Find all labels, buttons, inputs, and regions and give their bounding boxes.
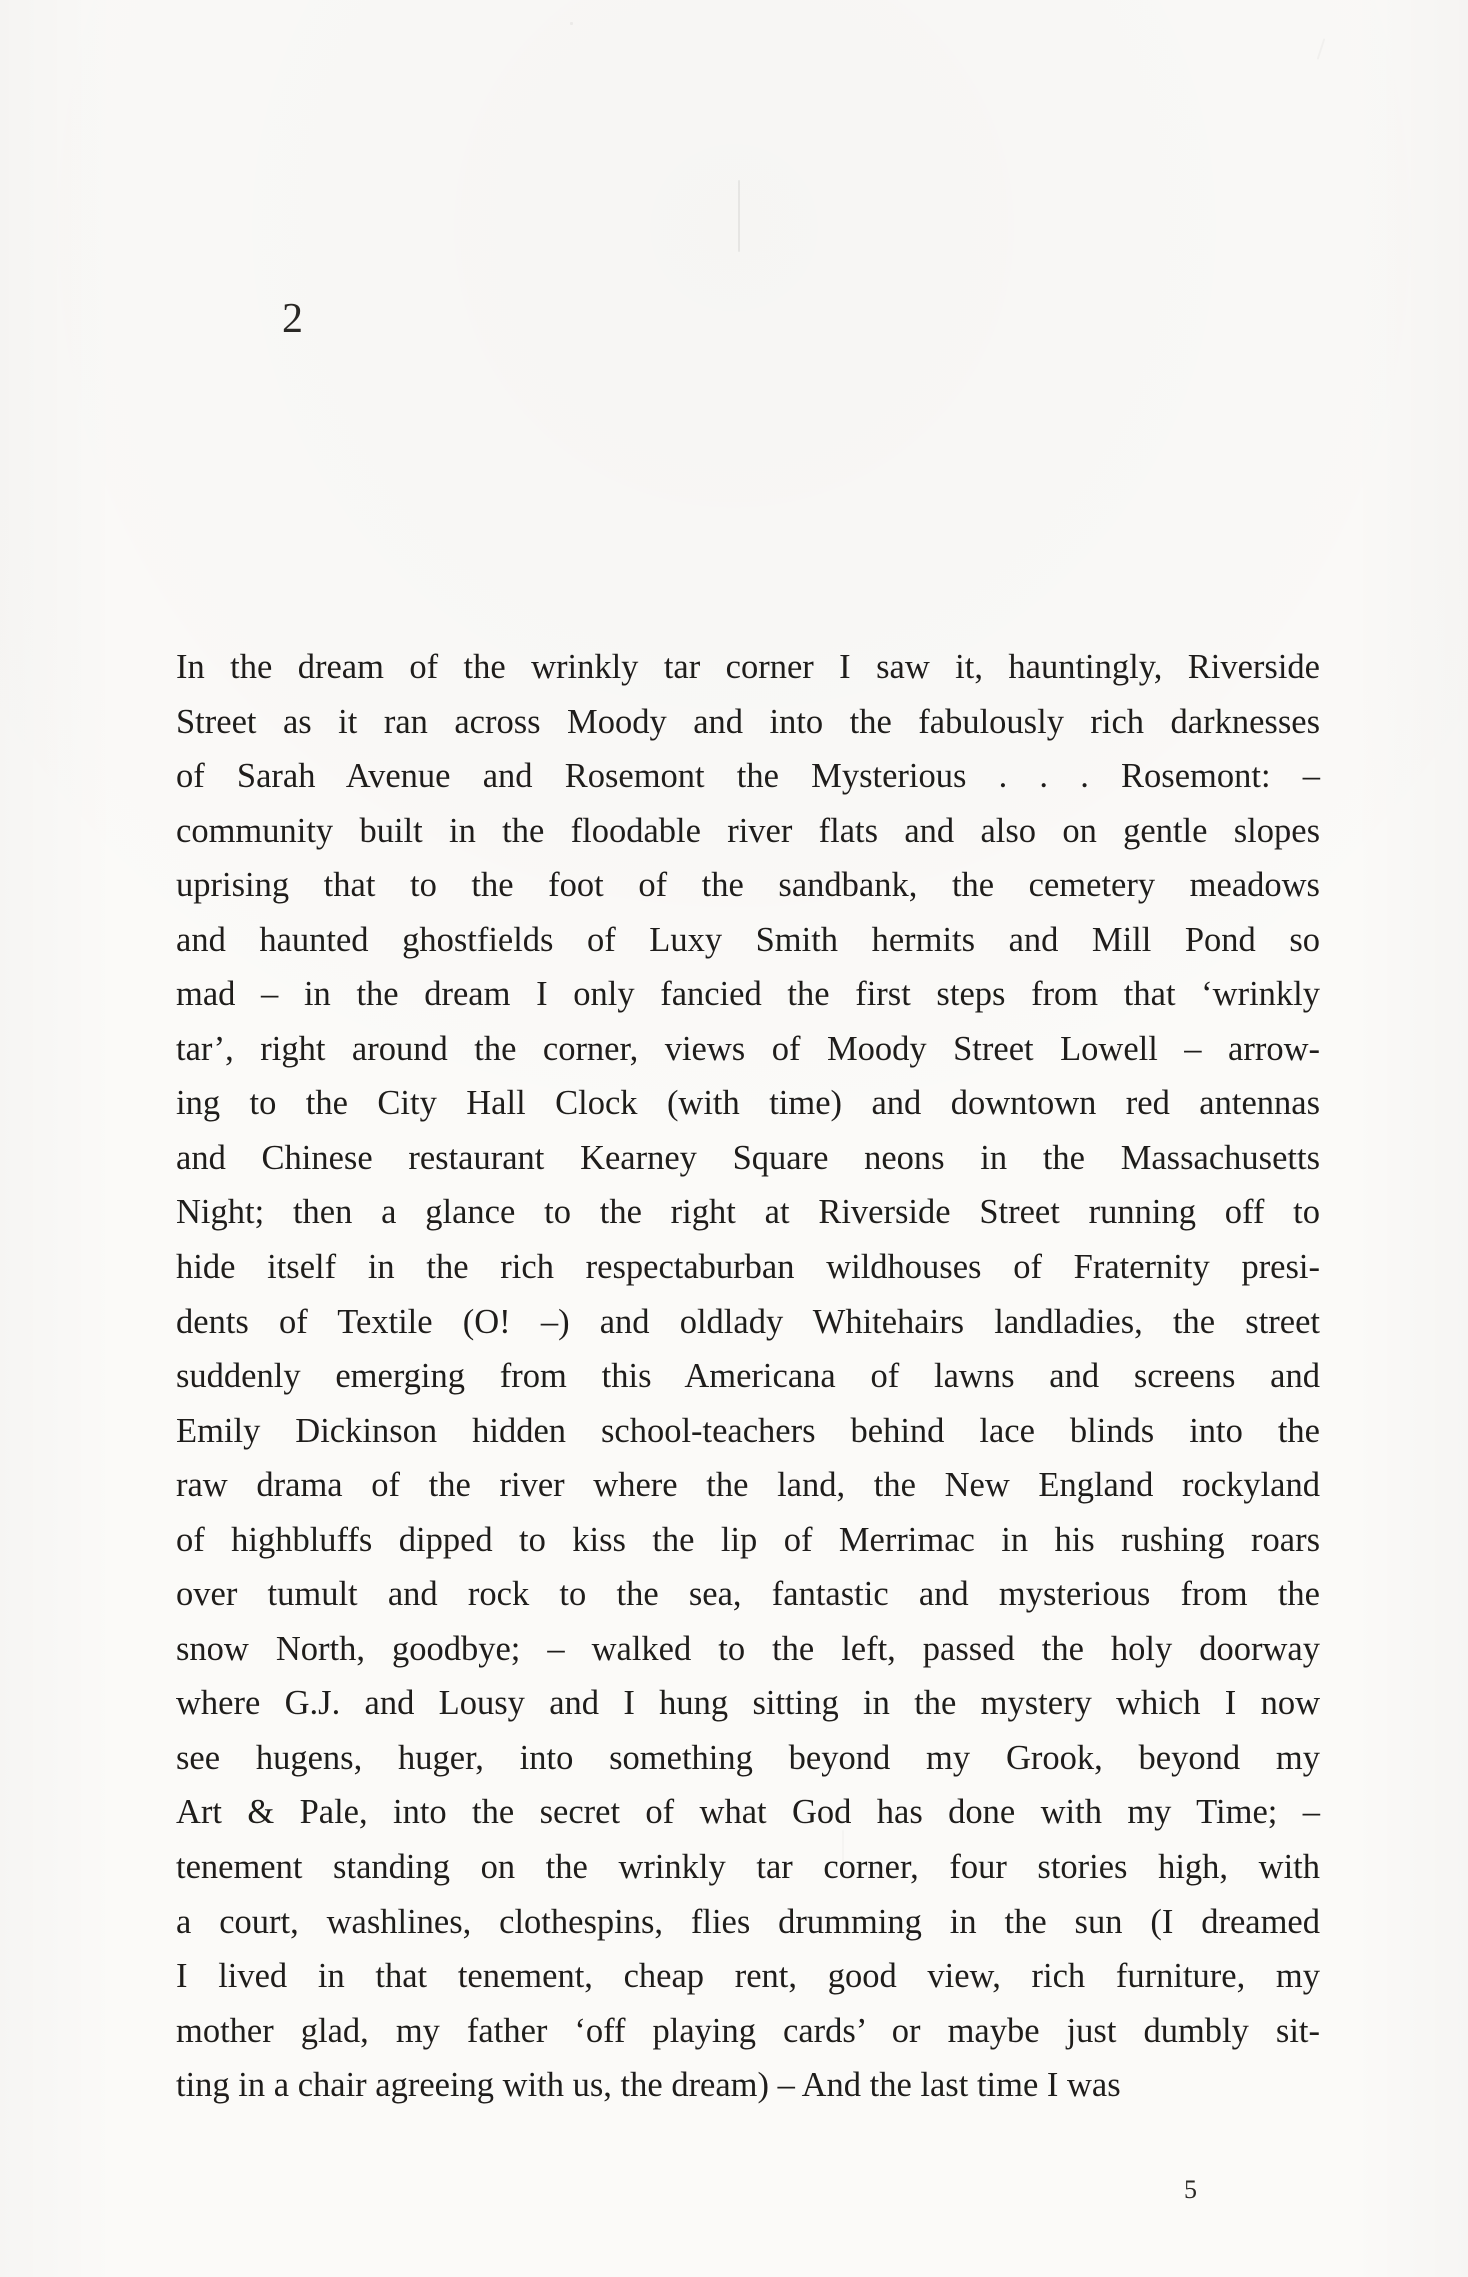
text-line: tar’, right around the corner, views of Moody Street Lowell – arrow- [176,1029,1320,1068]
text-line: mother glad, my father ‘off playing cards’ or maybe just dumbly sit- [176,2011,1320,2050]
text-line: and haunted ghostfields of Luxy Smith hermits and Mill Pond so [176,920,1320,959]
scan-mark [1317,38,1326,60]
text-line: of Sarah Avenue and Rosemont the Mysterious . . . Rosemont: – [176,757,1320,796]
text-line: of highbluffs dipped to kiss the lip of Merrimac in his rushing roars [176,1520,1320,1559]
chapter-number: 2 [282,296,303,342]
text-line: ting in a chair agreeing with us, the dream) – And the last time I was [176,2066,1121,2105]
text-line: uprising that to the foot of the sandbank, the cemetery meadows [176,866,1320,905]
text-line: ing to the City Hall Clock (with time) and downtown red antennas [176,1084,1320,1123]
text-line: over tumult and rock to the sea, fantastic and mysterious from the [176,1575,1320,1614]
scan-mark [738,180,740,252]
text-line: I lived in that tenement, cheap rent, good view, rich furniture, my [176,1957,1320,1996]
text-line: suddenly emerging from this Americana of lawns and screens and [176,1357,1320,1396]
text-line: hide itself in the rich respectaburban wildhouses of Fraternity presi- [176,1248,1320,1287]
text-line: mad – in the dream I only fancied the first steps from that ‘wrinkly [176,975,1320,1014]
text-line: a court, washlines, clothespins, flies drumming in the sun (I dreamed [176,1902,1320,1941]
text-line: snow North, goodbye; – walked to the left, passed the holy doorway [176,1629,1320,1668]
text-line: see hugens, huger, into something beyond my Grook, beyond my [176,1738,1320,1777]
page-number: 5 [1184,2175,1197,2204]
text-line: Emily Dickinson hidden school-teachers behind lace blinds into the [176,1411,1320,1450]
text-line: where G.J. and Lousy and I hung sitting in the mystery which I now [176,1684,1320,1723]
text-line: Night; then a glance to the right at Riverside Street running off to [176,1193,1320,1232]
text-line: community built in the floodable river flats and also on gentle slopes [176,811,1320,850]
text-line: raw drama of the river where the land, the New England rockyland [176,1466,1320,1505]
text-line: tenement standing on the wrinkly tar corner, four stories high, with [176,1848,1320,1887]
chapter-body-text [176,640,1320,2113]
text-line: Street as it ran across Moody and into the fabulously rich darknesses [176,702,1320,741]
text-line: Art & Pale, into the secret of what God has done with my Time; – [176,1793,1320,1832]
text-line: dents of Textile (O! –) and oldlady Whitehairs landladies, the street [176,1302,1320,1341]
text-line: In the dream of the wrinkly tar corner I saw it, hauntingly, Riverside [176,648,1320,686]
scan-speck [570,22,573,25]
text-line: and Chinese restaurant Kearney Square neons in the Massachusetts [176,1138,1320,1177]
